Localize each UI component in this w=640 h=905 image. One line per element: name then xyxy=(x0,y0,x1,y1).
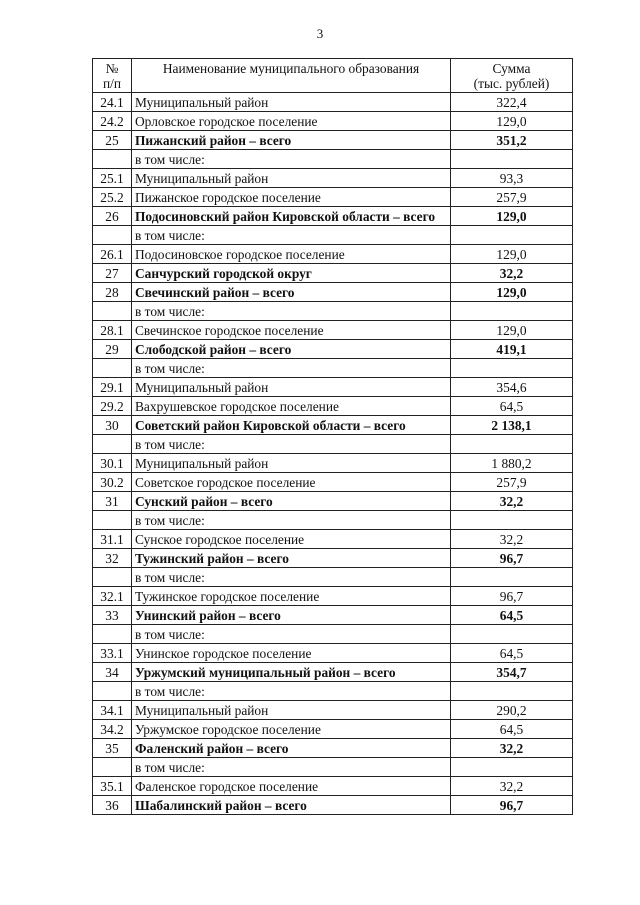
table-row xyxy=(93,397,573,416)
table-row xyxy=(93,207,573,226)
table-row xyxy=(93,663,573,682)
row-sum: 64,5 xyxy=(451,606,573,625)
table-row xyxy=(93,359,573,378)
row-number: 33 xyxy=(93,606,132,625)
row-name: в том числе: xyxy=(132,758,451,777)
row-name: Пижанское городское поселение xyxy=(132,188,451,207)
row-name: в том числе: xyxy=(132,302,451,321)
row-name: Орловское городское поселение xyxy=(132,112,451,131)
row-number: 24.2 xyxy=(93,112,132,131)
row-name: Советский район Кировской области – всего xyxy=(132,416,451,435)
row-sum: 257,9 xyxy=(451,188,573,207)
row-sum: 290,2 xyxy=(451,701,573,720)
row-name: Шабалинский район – всего xyxy=(132,796,451,815)
row-sum: 129,0 xyxy=(451,321,573,340)
row-sum: 351,2 xyxy=(451,131,573,150)
row-sum: 129,0 xyxy=(451,112,573,131)
row-number: 30.2 xyxy=(93,473,132,492)
table-row xyxy=(93,758,573,777)
row-name: в том числе: xyxy=(132,435,451,454)
table-row xyxy=(93,283,573,302)
header-name: Наименование муниципального образования xyxy=(132,59,451,93)
row-sum: 419,1 xyxy=(451,340,573,359)
table-row xyxy=(93,112,573,131)
row-name: в том числе: xyxy=(132,150,451,169)
table-row xyxy=(93,264,573,283)
row-number xyxy=(93,150,132,169)
row-number xyxy=(93,568,132,587)
row-sum xyxy=(451,758,573,777)
row-name: Тужинский район – всего xyxy=(132,549,451,568)
row-name: Подосиновское городское поселение xyxy=(132,245,451,264)
row-sum: 93,3 xyxy=(451,169,573,188)
row-sum: 129,0 xyxy=(451,245,573,264)
row-name: Унинский район – всего xyxy=(132,606,451,625)
table-row xyxy=(93,302,573,321)
row-number: 29.1 xyxy=(93,378,132,397)
row-sum xyxy=(451,359,573,378)
row-number: 34.1 xyxy=(93,701,132,720)
row-number: 27 xyxy=(93,264,132,283)
row-name: Санчурский городской округ xyxy=(132,264,451,283)
row-sum xyxy=(451,226,573,245)
row-number: 35.1 xyxy=(93,777,132,796)
row-number: 25.1 xyxy=(93,169,132,188)
row-number: 28.1 xyxy=(93,321,132,340)
table-body xyxy=(93,93,573,815)
table-row xyxy=(93,606,573,625)
header-number-line1: № xyxy=(105,61,119,76)
row-number: 30 xyxy=(93,416,132,435)
table-row xyxy=(93,150,573,169)
row-name: Советское городское поселение xyxy=(132,473,451,492)
table-row xyxy=(93,644,573,663)
row-name: Муниципальный район xyxy=(132,701,451,720)
row-sum xyxy=(451,150,573,169)
table-row xyxy=(93,321,573,340)
row-number xyxy=(93,758,132,777)
row-sum: 32,2 xyxy=(451,530,573,549)
row-number xyxy=(93,435,132,454)
row-sum: 1 880,2 xyxy=(451,454,573,473)
row-name: Муниципальный район xyxy=(132,169,451,188)
table-row xyxy=(93,454,573,473)
row-name: в том числе: xyxy=(132,568,451,587)
row-number xyxy=(93,226,132,245)
row-sum: 96,7 xyxy=(451,587,573,606)
row-name: Унинское городское поселение xyxy=(132,644,451,663)
row-sum: 354,7 xyxy=(451,663,573,682)
table-row xyxy=(93,701,573,720)
row-number xyxy=(93,359,132,378)
row-sum xyxy=(451,625,573,644)
page-number: 3 xyxy=(316,26,324,41)
table-row xyxy=(93,777,573,796)
row-sum: 2 138,1 xyxy=(451,416,573,435)
row-number: 31 xyxy=(93,492,132,511)
row-number xyxy=(93,682,132,701)
row-sum: 129,0 xyxy=(451,207,573,226)
row-sum: 32,2 xyxy=(451,492,573,511)
table-row xyxy=(93,530,573,549)
table-row xyxy=(93,739,573,758)
table-row xyxy=(93,473,573,492)
row-name: Вахрушевское городское поселение xyxy=(132,397,451,416)
row-number: 32 xyxy=(93,549,132,568)
row-sum: 257,9 xyxy=(451,473,573,492)
row-number: 30.1 xyxy=(93,454,132,473)
row-name: в том числе: xyxy=(132,511,451,530)
row-number xyxy=(93,511,132,530)
table-row xyxy=(93,587,573,606)
row-sum: 64,5 xyxy=(451,720,573,739)
header-sum-line1: Сумма xyxy=(492,61,531,76)
row-sum: 322,4 xyxy=(451,93,573,112)
table-row xyxy=(93,492,573,511)
row-number: 32.1 xyxy=(93,587,132,606)
table-row xyxy=(93,568,573,587)
header-sum-line2: (тыс. рублей) xyxy=(473,76,550,91)
row-number: 25.2 xyxy=(93,188,132,207)
row-name: Фаленский район – всего xyxy=(132,739,451,758)
row-name: в том числе: xyxy=(132,625,451,644)
row-name: Пижанский район – всего xyxy=(132,131,451,150)
budget-table xyxy=(92,58,573,815)
row-number: 24.1 xyxy=(93,93,132,112)
row-name: Слободской район – всего xyxy=(132,340,451,359)
row-number: 25 xyxy=(93,131,132,150)
row-number: 26 xyxy=(93,207,132,226)
row-sum: 64,5 xyxy=(451,397,573,416)
row-name: Свечинский район – всего xyxy=(132,283,451,302)
table-header-row xyxy=(93,59,573,93)
table-row xyxy=(93,188,573,207)
row-number xyxy=(93,302,132,321)
table-row xyxy=(93,131,573,150)
row-number xyxy=(93,625,132,644)
row-name: в том числе: xyxy=(132,682,451,701)
row-name: Тужинское городское поселение xyxy=(132,587,451,606)
table-row xyxy=(93,511,573,530)
table-row xyxy=(93,226,573,245)
row-name: Свечинское городское поселение xyxy=(132,321,451,340)
table-row xyxy=(93,416,573,435)
row-sum xyxy=(451,435,573,454)
table-row xyxy=(93,549,573,568)
row-number: 34 xyxy=(93,663,132,682)
table-row xyxy=(93,796,573,815)
row-sum: 354,6 xyxy=(451,378,573,397)
row-sum: 96,7 xyxy=(451,549,573,568)
row-name: в том числе: xyxy=(132,226,451,245)
row-name: в том числе: xyxy=(132,359,451,378)
row-name: Сунский район – всего xyxy=(132,492,451,511)
row-number: 31.1 xyxy=(93,530,132,549)
row-sum xyxy=(451,682,573,701)
table-row xyxy=(93,93,573,112)
table-row xyxy=(93,435,573,454)
table-row xyxy=(93,378,573,397)
row-sum xyxy=(451,568,573,587)
row-name: Муниципальный район xyxy=(132,378,451,397)
row-name: Сунское городское поселение xyxy=(132,530,451,549)
table-row xyxy=(93,720,573,739)
row-number: 34.2 xyxy=(93,720,132,739)
row-name: Муниципальный район xyxy=(132,454,451,473)
row-name: Подосиновский район Кировской области – всего xyxy=(132,207,451,226)
header-sum xyxy=(451,59,573,93)
row-number: 26.1 xyxy=(93,245,132,264)
header-number xyxy=(93,59,132,93)
row-sum: 32,2 xyxy=(451,739,573,758)
row-sum: 32,2 xyxy=(451,264,573,283)
row-number: 35 xyxy=(93,739,132,758)
row-sum: 129,0 xyxy=(451,283,573,302)
row-number: 28 xyxy=(93,283,132,302)
table-row xyxy=(93,245,573,264)
row-name: Уржумский муниципальный район – всего xyxy=(132,663,451,682)
row-name: Муниципальный район xyxy=(132,93,451,112)
row-sum: 64,5 xyxy=(451,644,573,663)
row-sum xyxy=(451,302,573,321)
table-row xyxy=(93,340,573,359)
row-sum: 96,7 xyxy=(451,796,573,815)
header-number-line2: п/п xyxy=(102,76,122,91)
row-number: 29.2 xyxy=(93,397,132,416)
table-row xyxy=(93,682,573,701)
row-name: Фаленское городское поселение xyxy=(132,777,451,796)
row-sum: 32,2 xyxy=(451,777,573,796)
row-sum xyxy=(451,511,573,530)
row-name: Уржумское городское поселение xyxy=(132,720,451,739)
row-number: 29 xyxy=(93,340,132,359)
table-row xyxy=(93,625,573,644)
row-number: 33.1 xyxy=(93,644,132,663)
table-row xyxy=(93,169,573,188)
row-number: 36 xyxy=(93,796,132,815)
